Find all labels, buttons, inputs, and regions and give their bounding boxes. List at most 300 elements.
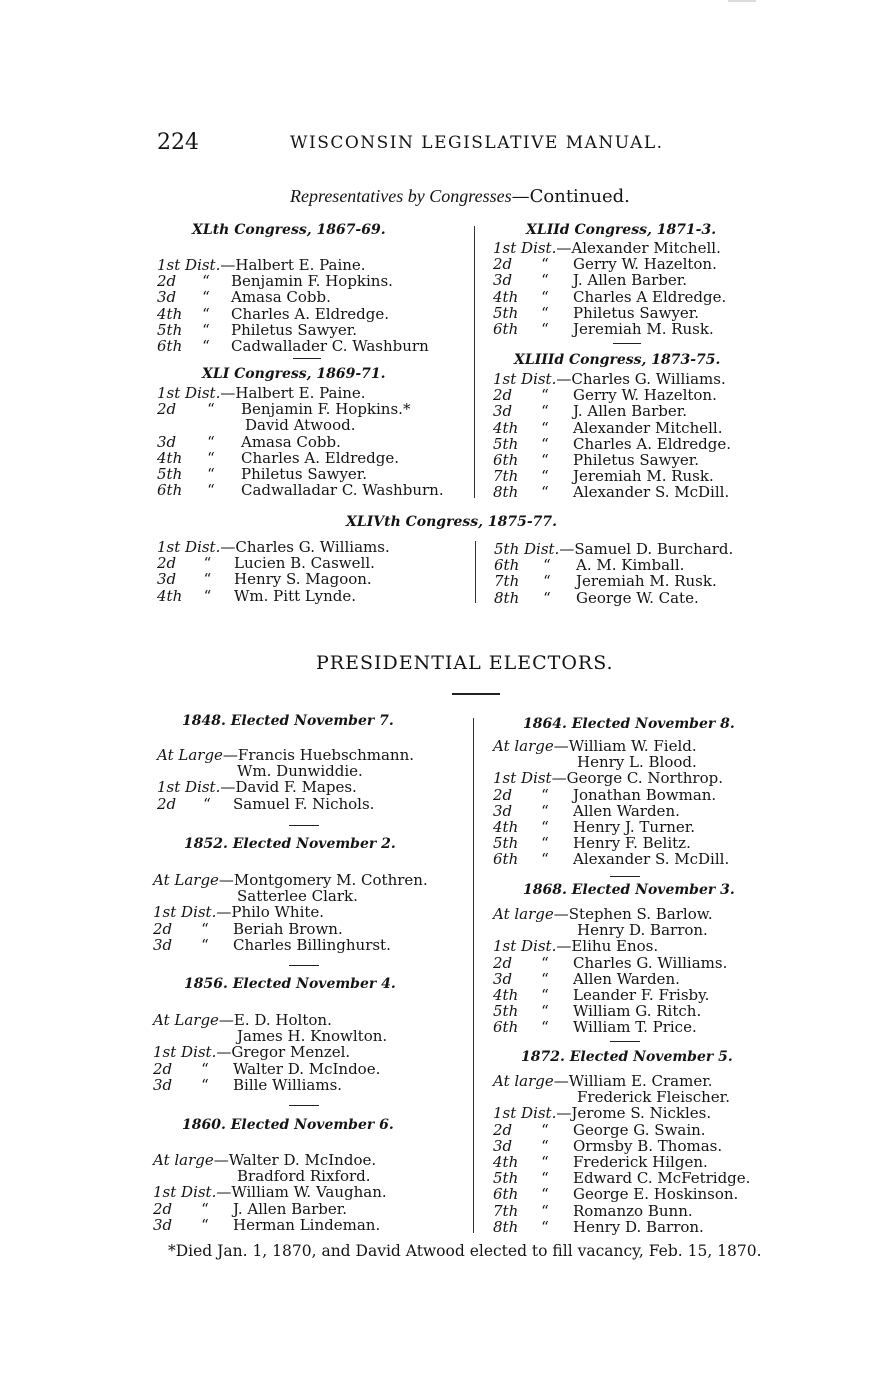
ditto-mark: “ (207, 464, 215, 483)
member-name: Beriah Brown. (233, 919, 343, 938)
district-label: At large (493, 1072, 554, 1090)
district-label: 2d (157, 794, 177, 813)
member-name: Gerry W. Hazelton. (573, 386, 717, 405)
member-name: Henry J. Turner. (573, 817, 696, 836)
district-row (493, 1105, 750, 1121)
district-row (493, 819, 729, 835)
member-name: Charles Billinghurst. (233, 935, 391, 954)
district-row (494, 590, 733, 606)
member-name: Charles G. Williams. (573, 953, 728, 972)
member-name: Philetus Sawyer. (231, 320, 358, 339)
district-row (493, 452, 731, 468)
district-label: 4th (157, 304, 183, 323)
ditto-mark: “ (207, 481, 215, 500)
member-name: Allen Warden. (573, 801, 680, 820)
district-row (157, 450, 444, 466)
district-label: 8th (493, 1217, 519, 1236)
district-row (493, 1138, 750, 1154)
district-row (153, 921, 428, 937)
scan-speck (728, 0, 756, 2)
district-row (493, 321, 726, 337)
divider (613, 343, 641, 344)
member-name: Herman Lindeman. (233, 1215, 381, 1234)
district-label: 4th (493, 1152, 519, 1171)
district-label: 5th (493, 1169, 519, 1188)
district-label: 2d (493, 785, 513, 804)
electors-list-1860 (153, 1152, 387, 1233)
member-name: Cadwalladar C. Washburn. (241, 481, 444, 500)
district-row (493, 987, 727, 1003)
congress-title-xliii: XLIIId Congress, 1873-75. (514, 352, 721, 368)
ditto-mark: “ (541, 450, 549, 469)
ditto-mark: “ (541, 1152, 549, 1171)
member-name: Charles A. Eldredge. (573, 434, 732, 453)
district-row (157, 434, 444, 450)
district-row (153, 1184, 387, 1200)
member-name: Wm. Pitt Lynde. (234, 586, 356, 605)
member-name: —Walter D. McIndoe. (213, 1151, 377, 1169)
member-name: Allen Warden. (573, 969, 680, 988)
member-name: Gerry W. Hazelton. (573, 255, 717, 274)
ditto-mark: “ (541, 817, 549, 836)
ditto-mark: “ (541, 850, 549, 869)
continuation-row (157, 417, 444, 433)
ditto-mark: “ (541, 483, 549, 502)
electors-title-1856: 1856. Elected November 4. (184, 976, 396, 992)
district-label: 4th (493, 418, 519, 437)
district-row (153, 904, 428, 920)
member-name: Bille Williams. (233, 1075, 343, 1094)
district-label: 3d (153, 1215, 173, 1234)
electors-title-1860: 1860. Elected November 6. (182, 1117, 394, 1133)
congress-title-xlii: XLIId Congress, 1871-3. (526, 222, 717, 238)
district-row (493, 387, 731, 403)
district-label: 5th (493, 434, 519, 453)
district-label (157, 417, 245, 433)
district-label: 7th (494, 572, 520, 591)
member-name: Jonathan Bowman. (573, 785, 717, 804)
divider (293, 358, 321, 359)
member-name: Henry S. Magoon. (234, 570, 372, 589)
ditto-mark: “ (202, 320, 210, 339)
congress-list-xliv-left (157, 539, 390, 604)
ditto-mark: “ (541, 953, 549, 972)
district-row (494, 573, 733, 589)
member-name: Lucien B. Caswell. (234, 554, 375, 573)
ditto-mark: “ (541, 1217, 549, 1236)
member-name: —Stephen S. Barlow. (553, 905, 713, 923)
member-name: J. Allen Barber. (573, 402, 688, 421)
district-label: 5th (493, 303, 519, 322)
district-row (157, 338, 429, 354)
district-label: 4th (157, 586, 183, 605)
district-label: 3d (493, 969, 513, 988)
district-label: 3d (157, 288, 177, 307)
district-row (157, 779, 414, 795)
member-name: —Francis Huebschmann. (222, 746, 415, 764)
district-label: 3d (153, 1075, 173, 1094)
district-row (153, 1201, 387, 1217)
district-label: 6th (493, 319, 519, 338)
electors-list-1848 (157, 747, 414, 812)
district-row (493, 403, 731, 419)
district-label: 6th (493, 1185, 519, 1204)
member-name: Alexander S. McDill. (573, 483, 730, 502)
member-name: Alexander S. McDill. (573, 850, 730, 869)
district-row (153, 1217, 387, 1233)
electors-list-1852 (153, 872, 428, 953)
district-row (493, 289, 726, 305)
member-name: Charles A. Eldredge. (241, 448, 400, 467)
district-label: 2d (157, 272, 177, 291)
district-row (493, 851, 729, 867)
ditto-mark: “ (541, 969, 549, 988)
continuation-row (493, 754, 729, 770)
district-label: 5th (157, 320, 183, 339)
district-row (493, 803, 729, 819)
ditto-mark: “ (541, 801, 549, 820)
ditto-mark: “ (543, 556, 551, 575)
district-label (153, 1168, 237, 1184)
member-name: —E. D. Holton. (218, 1011, 332, 1029)
district-label: 4th (493, 817, 519, 836)
member-name: George G. Swain. (573, 1120, 706, 1139)
district-row (493, 1219, 750, 1235)
district-row (493, 770, 729, 786)
member-name: Bradford Rixford. (237, 1167, 371, 1186)
continuation-row (157, 763, 414, 779)
district-label: 1st Dist. (157, 538, 221, 556)
member-name: William G. Ritch. (573, 1002, 702, 1021)
electors-list-1856 (153, 1012, 387, 1093)
section-subtitle (290, 186, 630, 207)
ditto-mark: “ (541, 834, 549, 853)
ditto-mark: “ (541, 1136, 549, 1155)
ditto-mark: “ (541, 287, 549, 306)
district-label: 2d (493, 255, 513, 274)
member-name: Henry D. Barron. (577, 921, 708, 940)
district-label: 7th (493, 1201, 519, 1220)
ditto-mark: “ (541, 785, 549, 804)
member-name: Jeremiah M. Rusk. (576, 572, 717, 591)
member-name: —Samuel D. Burchard. (559, 540, 734, 558)
ditto-mark: “ (203, 554, 212, 573)
ditto-mark: “ (541, 319, 549, 338)
member-name: J. Allen Barber. (573, 271, 688, 290)
member-name: Walter D. McIndoe. (233, 1059, 381, 1078)
member-name: Charles A Eldredge. (573, 287, 727, 306)
district-label: 3d (493, 801, 513, 820)
district-row (157, 322, 429, 338)
district-label: At large (493, 905, 554, 923)
member-name: Amasa Cobb. (231, 288, 331, 307)
page-number: 224 (157, 130, 199, 155)
ditto-mark: “ (201, 1059, 209, 1078)
member-name: George E. Hoskinson. (573, 1185, 739, 1204)
ditto-mark: “ (207, 400, 215, 419)
electors-title-1864: 1864. Elected November 8. (523, 716, 735, 732)
member-name: Jeremiah M. Rusk. (573, 467, 714, 486)
district-label: 8th (493, 483, 519, 502)
district-label: 2d (157, 554, 177, 573)
divider (610, 1041, 640, 1042)
district-label: 3d (493, 402, 513, 421)
member-name: Alexander Mitchell. (573, 418, 723, 437)
district-row (493, 1186, 750, 1202)
congress-list-xliv-right (494, 541, 733, 606)
member-name: Frederick Hilgen. (573, 1152, 708, 1171)
ditto-mark: “ (201, 1215, 209, 1234)
district-label: 3d (157, 570, 177, 589)
electors-title-1848: 1848. Elected November 7. (182, 713, 394, 729)
district-label: 3d (493, 1136, 513, 1155)
district-label: 2d (153, 919, 173, 938)
district-row (153, 1061, 387, 1077)
district-row (493, 738, 729, 754)
district-row (493, 1003, 727, 1019)
district-label: 1st Dist. (493, 370, 557, 388)
district-label: 6th (157, 336, 183, 355)
district-row (493, 468, 731, 484)
district-row (493, 938, 727, 954)
member-name: William T. Price. (573, 1018, 697, 1037)
ditto-mark: “ (202, 272, 210, 291)
ditto-mark: “ (541, 386, 549, 405)
district-row (493, 1203, 750, 1219)
ditto-mark: “ (201, 919, 209, 938)
ditto-mark: “ (541, 985, 549, 1004)
district-row (153, 1077, 387, 1093)
district-label: 2d (153, 1199, 173, 1218)
column-divider (475, 541, 476, 603)
district-row (493, 955, 727, 971)
running-head: WISCONSIN LEGISLATIVE MANUAL. (290, 133, 664, 153)
district-label: 6th (157, 481, 183, 500)
district-row (493, 371, 731, 387)
district-row (157, 796, 414, 812)
district-label: 1st Dist. (157, 384, 221, 402)
district-label: 1st Dist. (157, 256, 221, 274)
district-row (157, 385, 444, 401)
district-label: 6th (494, 556, 520, 575)
column-divider (473, 718, 474, 1233)
district-row (157, 466, 444, 482)
member-name: Edward C. McFetridge. (573, 1169, 751, 1188)
ditto-mark: “ (541, 467, 549, 486)
district-row (153, 872, 428, 888)
congress-list-xli (157, 385, 444, 498)
district-label: 2d (153, 1059, 173, 1078)
congress-title-xl: XLth Congress, 1867-69. (192, 222, 386, 238)
member-name: Ormsby B. Thomas. (573, 1136, 723, 1155)
district-row (153, 1152, 387, 1168)
district-row (153, 1044, 387, 1060)
district-row (493, 787, 729, 803)
electors-list-1864 (493, 738, 729, 868)
member-name: —Elihu Enos. (556, 937, 659, 956)
member-name: —William E. Cramer. (553, 1072, 713, 1090)
electors-list-1872 (493, 1073, 750, 1235)
district-label: 6th (493, 850, 519, 869)
title-rule (452, 693, 500, 695)
continuation-row (493, 1089, 750, 1105)
member-name: James H. Knowlton. (237, 1027, 388, 1046)
district-row (157, 539, 390, 555)
district-label: 4th (493, 985, 519, 1004)
continuation-row (493, 922, 727, 938)
ditto-mark: “ (203, 570, 212, 589)
district-label (493, 754, 577, 770)
continuation-row (153, 888, 428, 904)
member-name: —Charles G. Williams. (556, 370, 726, 388)
district-label: 2d (493, 1120, 513, 1139)
electors-title: PRESIDENTIAL ELECTORS. (316, 652, 614, 674)
district-label: At Large (153, 1011, 219, 1029)
member-name: —Montgomery M. Cothren. (218, 871, 428, 889)
ditto-mark: “ (201, 1075, 209, 1094)
district-row (493, 971, 727, 987)
district-label: 6th (493, 450, 519, 469)
ditto-mark: “ (203, 794, 211, 813)
district-label: 1st Dist. (157, 778, 221, 797)
district-label: 6th (493, 1018, 519, 1037)
ditto-mark: “ (541, 1002, 549, 1021)
ditto-mark: “ (541, 1018, 549, 1037)
ditto-mark: “ (207, 432, 215, 451)
district-row (157, 482, 444, 498)
member-name: —David F. Mapes. (220, 778, 357, 797)
divider (289, 965, 319, 966)
ditto-mark: “ (202, 304, 210, 323)
member-name: Romanzo Bunn. (573, 1201, 693, 1220)
continuation-row (153, 1028, 387, 1044)
congress-list-xlii (493, 240, 726, 337)
district-label: 3d (153, 935, 173, 954)
district-label (153, 888, 237, 904)
member-name: Samuel F. Nichols. (233, 794, 375, 813)
district-label: 1st Dist. (153, 1183, 217, 1202)
member-name: —Halbert E. Paine. (220, 256, 366, 274)
ditto-mark: “ (541, 1185, 549, 1204)
section-subtitle-tail: —Continued. (511, 186, 630, 207)
district-row (157, 273, 429, 289)
member-name: Philetus Sawyer. (241, 464, 368, 483)
district-row (157, 257, 429, 273)
member-name: Amasa Cobb. (241, 432, 341, 451)
divider (610, 876, 640, 877)
congress-list-xliii (493, 371, 731, 501)
district-label: 5th (493, 834, 519, 853)
district-label: 1st Dist. (493, 1104, 557, 1123)
district-label: 5th Dist. (494, 540, 560, 558)
member-name: Henry F. Belitz. (573, 834, 691, 853)
divider (289, 825, 319, 826)
district-row (493, 1154, 750, 1170)
district-label (157, 763, 237, 779)
member-name: —Jerome S. Nickles. (556, 1104, 712, 1123)
district-label: At Large (157, 746, 223, 764)
ditto-mark: “ (543, 588, 551, 607)
district-row (157, 571, 390, 587)
district-row (493, 484, 731, 500)
member-name: Satterlee Clark. (237, 887, 358, 906)
member-name: Charles A. Eldredge. (231, 304, 390, 323)
member-name: Henry D. Barron. (573, 1217, 704, 1236)
district-label: 5th (493, 1002, 519, 1021)
district-label (493, 922, 577, 938)
member-name: Cadwallader C. Washburn (231, 336, 429, 355)
district-label: 2d (493, 953, 513, 972)
member-name: Henry L. Blood. (577, 753, 697, 772)
ditto-mark: “ (201, 1199, 209, 1218)
congress-title-xliv: XLIVth Congress, 1875-77. (346, 514, 558, 530)
member-name: Frederick Fleischer. (577, 1088, 730, 1107)
district-row (493, 420, 731, 436)
district-label: 3d (157, 432, 177, 451)
district-label: 8th (494, 588, 520, 607)
congress-list-xl (157, 257, 429, 354)
member-name: David Atwood. (245, 416, 356, 435)
ditto-mark: “ (202, 288, 210, 307)
district-row (153, 1012, 387, 1028)
district-row (157, 401, 444, 417)
district-label (493, 1089, 577, 1105)
district-label: 2d (493, 386, 513, 405)
ditto-mark: “ (541, 271, 549, 290)
district-row (493, 305, 726, 321)
district-row (493, 256, 726, 272)
district-row (493, 436, 731, 452)
ditto-mark: “ (207, 448, 215, 467)
electors-title-1868: 1868. Elected November 3. (523, 882, 735, 898)
ditto-mark: “ (203, 586, 212, 605)
member-name: Benjamin F. Hopkins. (231, 272, 393, 291)
district-label: 1st Dist. (153, 1043, 217, 1062)
ditto-mark: “ (541, 1120, 549, 1139)
member-name: George W. Cate. (576, 588, 699, 607)
member-name: Wm. Dunwiddie. (237, 762, 363, 781)
member-name: Leander F. Frisby. (573, 985, 710, 1004)
ditto-mark: “ (541, 1201, 549, 1220)
ditto-mark: “ (541, 418, 549, 437)
district-label: 7th (493, 467, 519, 486)
section-subtitle-italic: Representatives by Congresses (290, 186, 512, 206)
ditto-mark: “ (202, 336, 210, 355)
column-divider (474, 226, 475, 498)
district-row (494, 541, 733, 557)
district-label: 5th (157, 464, 183, 483)
member-name: Philetus Sawyer. (573, 450, 700, 469)
district-row (493, 1019, 727, 1035)
electors-list-1868 (493, 906, 727, 1036)
district-label: 4th (493, 287, 519, 306)
member-name: —William W. Field. (553, 737, 697, 755)
member-name: A. M. Kimball. (576, 556, 685, 575)
member-name: Benjamin F. Hopkins.* (241, 400, 411, 419)
district-row (157, 588, 390, 604)
district-row (493, 1122, 750, 1138)
ditto-mark: “ (541, 1169, 549, 1188)
district-label: 2d (157, 400, 177, 419)
district-label: 3d (493, 271, 513, 290)
ditto-mark: “ (541, 434, 549, 453)
district-row (157, 555, 390, 571)
member-name: —Charles G. Williams. (220, 538, 390, 556)
ditto-mark: “ (543, 572, 551, 591)
member-name: —George C. Northrop. (551, 769, 723, 788)
page-header (155, 130, 670, 156)
district-row (493, 906, 727, 922)
